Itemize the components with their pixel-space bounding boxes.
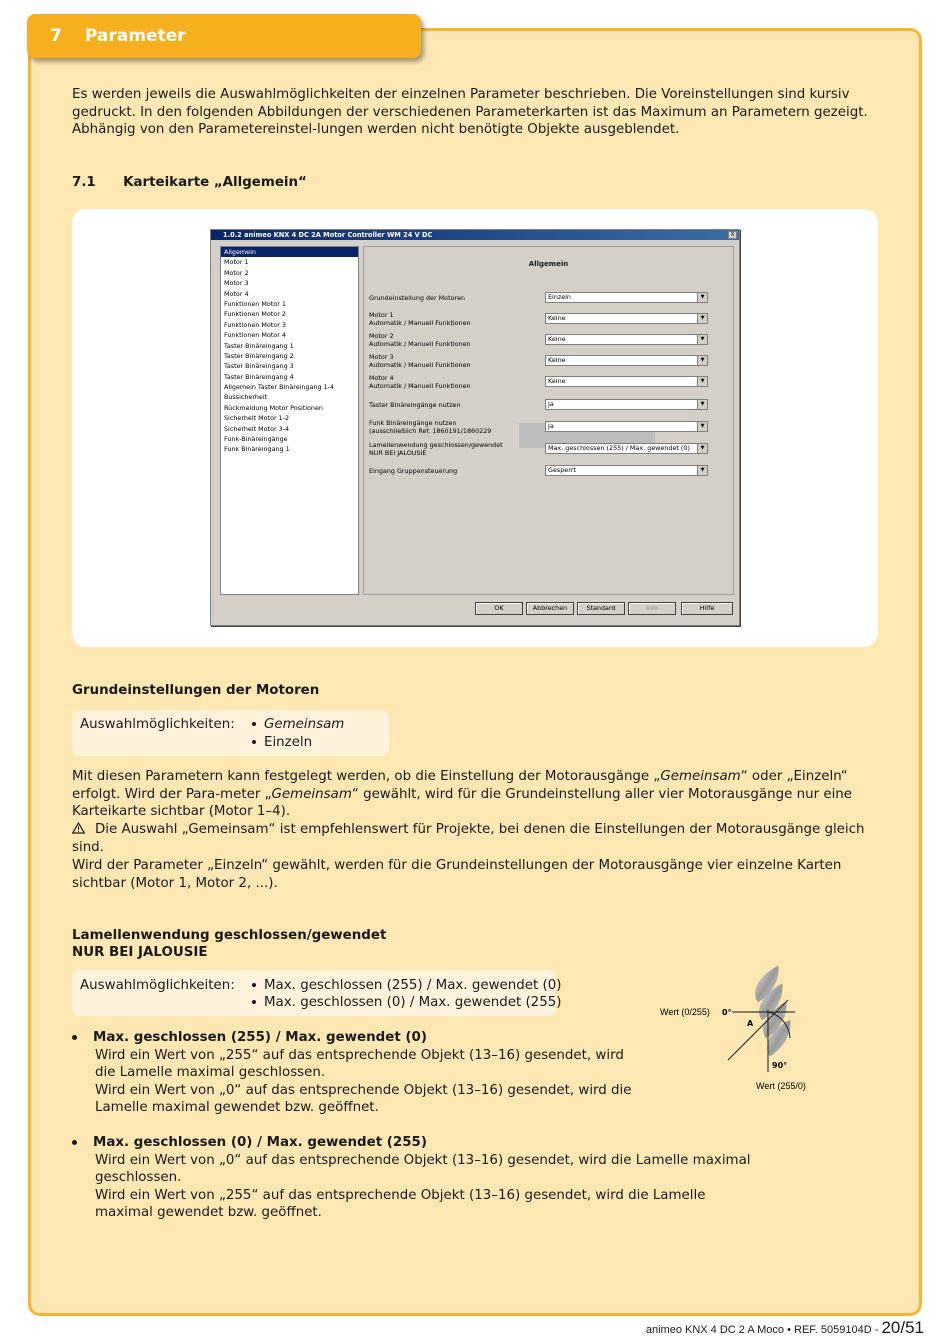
lamella-diagram [650,960,830,1100]
section-number: 7.1 [72,175,96,190]
tree-item[interactable]: Motor 3 [224,279,249,288]
param-label [369,467,457,475]
param-label-line1: Lamellenwendung geschlossen/gewendet [369,441,503,449]
parameter-panel [363,246,734,595]
grund-option-1-text: Gemeinsam [264,717,345,732]
param-label [369,374,471,390]
chevron-down-icon[interactable]: ▼ [697,377,707,386]
cancel-button[interactable]: Abbrechen [526,602,574,615]
param-dropdown[interactable] [545,355,708,366]
param-dropdown-value: Ja [548,422,554,430]
param-label-line1: Eingang Gruppensteuerung [369,467,458,475]
lamelle-b2-line2: Wird ein Wert von „255“ auf das entsprechende Objekt (13–16) gesendet, wird die Lamelle maximal gewendet bzw. geöffnet. [95,1187,706,1220]
param-dropdown[interactable] [545,334,708,345]
grund-para1-c: “ oder „Einzeln“ erfolgt. Wird der Para-meter „ [72,769,848,802]
grund-para1-b: Gemeinsam [660,769,741,784]
dialog-title: 1.0.2 animeo KNX 4 DC 2A Motor Controller WM 24 V DC [211,230,739,240]
lamelle-subheading: NUR BEI JALOUSIE [72,945,208,960]
lamelle-option-1 [252,977,561,995]
chevron-down-icon[interactable]: ▼ [697,335,707,344]
param-label-line1: Motor 2 [369,332,394,340]
chapter-tab [27,14,421,58]
param-label-line1: Motor 4 [369,374,394,382]
grund-paragraph-1 [72,768,880,821]
page-footer [646,1318,924,1338]
tree-item[interactable]: Funktionen Motor 1 [224,299,286,308]
tree-item[interactable]: Taster Binäreingang 4 [224,372,294,381]
tree-item[interactable]: Motor 4 [224,289,249,298]
param-dropdown-value: Keine [548,314,566,322]
grund-para1-a: Mit diesen Parametern kann festgelegt werden, ob die Einstellung der Motorausgänge „ [72,769,661,784]
lamelle-b1-line1: Wird ein Wert von „255“ auf das entsprechende Objekt (13–16) gesendet, wird die Lamelle maximal geschlossen. [95,1047,624,1080]
tree-item[interactable]: Rückmeldung Motor Positionen [224,403,323,412]
section-title: Karteikarte „Allgemein“ [123,175,307,190]
chevron-down-icon[interactable]: ▼ [697,400,707,409]
chevron-down-icon[interactable]: ▼ [697,314,707,323]
value-top-label: Wert (0/255) [660,1007,710,1017]
param-dropdown-value: Keine [548,377,566,385]
chevron-down-icon[interactable]: ▼ [697,466,707,475]
grund-options-label: Auswahlmöglichkeiten: [80,717,235,732]
param-label [369,353,471,369]
info-button[interactable]: Info [628,602,676,615]
tree-item[interactable]: Bussicherheit [224,393,268,402]
param-dropdown-value: Keine [548,335,566,343]
param-label-line2: Automatik / Manuell Funktionen [369,361,471,369]
param-dropdown-value: Einzeln [548,293,571,301]
chevron-down-icon[interactable]: ▼ [697,444,707,453]
lamelle-b1-title-text: Max. geschlossen (255) / Max. gewendet (0) [93,1030,427,1045]
param-label-line2: Automatik / Manuell Funktionen [369,382,471,390]
ok-button[interactable]: OK [475,602,523,615]
tree-item[interactable]: Allgemein [221,247,358,257]
section-heading [72,174,307,192]
param-label-line2: NUR BEI JALOUSIE [369,449,427,457]
parameter-tree[interactable] [220,246,359,595]
help-button[interactable]: Hilfe [681,602,733,615]
grund-option-2 [252,734,312,752]
param-label-line1: Motor 3 [369,353,394,361]
grund-warning [72,821,878,856]
tree-item[interactable]: Funktionen Motor 2 [224,310,286,319]
tree-item[interactable]: Motor 2 [224,268,249,277]
lamelle-option-1-text: Max. geschlossen (255) / Max. gewendet (0) [264,978,562,993]
param-label-line1: Motor 1 [369,311,394,319]
angle-0-label: 0° [722,1008,732,1017]
param-dropdown[interactable] [545,313,708,324]
lamelle-bullet-1 [72,1029,632,1117]
param-label-line2: Automatik / Manuell Funktionen [369,319,471,327]
param-dropdown[interactable] [545,292,708,303]
lamelle-bullet-2 [72,1134,762,1222]
grund-paragraph-2: Wird der Parameter „Einzeln“ gewählt, werden für die Grundeinstellungen der Motorausgänge vier einzelne Karten sichtbar (Motor 1, Motor 2, ...). [72,858,842,891]
slat-icon [755,966,790,1056]
lamelle-b2-title-text: Max. geschlossen (0) / Max. gewendet (255) [93,1135,427,1150]
chapter-title: Parameter [85,26,186,46]
param-label [369,419,491,435]
grund-heading: Grundeinstellungen der Motoren [72,683,320,698]
param-dropdown[interactable] [545,399,708,410]
tree-item[interactable]: Funktionen Motor 4 [224,331,286,340]
tree-item[interactable]: Funktionen Motor 3 [224,320,286,329]
tree-item[interactable]: Sicherheit Motor 3-4 [224,424,290,433]
angle-90-label: 90° [772,1061,788,1070]
footer-doc-ref: animeo KNX 4 DC 2 A Moco • REF. 5059104D - [645,1324,879,1336]
param-label-line1: Taster Binäreingänge nutzen [369,401,461,409]
intro-text: Es werden jeweils die Auswahlmöglichkeiten der einzelnen Parameter beschrieben. Die Voreinstellungen sind kursiv gedruckt. In den folgenden Abbildungen der verschiedenen Parameterkarten ist das Maximum an Parametern gezeigt. Abhängig von den Parametereinstel-lungen werden nicht benötigte Objekte ausgeblendet. [72,87,868,137]
param-label-line1: Grundeinstellung der Motoren [369,294,465,302]
param-dropdown-value: Ja [548,400,554,408]
param-label [369,294,465,302]
tree-item[interactable]: Motor 1 [224,258,249,267]
tree-item[interactable]: Sicherheit Motor 1-2 [224,414,290,423]
grund-warning-text: Die Auswahl „Gemeinsam“ ist empfehlenswert für Projekte, bei denen die Einstellungen der Motorausgänge gleich sind. [72,822,865,855]
value-bottom-label: Wert (255/0) [756,1081,806,1091]
page-number: 20/51 [881,1318,924,1337]
param-label-line2: (ausschließlich Ref. 1860191/1860229 [369,427,492,435]
param-dropdown-value: Keine [548,356,566,364]
chevron-down-icon[interactable]: ▼ [697,422,707,431]
chevron-down-icon[interactable]: ▼ [697,356,707,365]
lamelle-b1-line2: Wird ein Wert von „0“ auf das entsprechende Objekt (13–16) gesendet, wird die Lamelle maximal gewendet bzw. geöffnet. [95,1082,632,1115]
grund-option-1 [252,716,344,734]
panel-title: Allgemein [528,260,569,268]
lamelle-b2-line1: Wird ein Wert von „0“ auf das entsprechende Objekt (13–16) gesendet, wird die Lamelle maximal geschlossen. [95,1152,751,1185]
param-label [369,332,471,348]
grund-option-2-text: Einzeln [264,735,313,750]
tree-item[interactable]: Allgemein Taster Binäreingang 1-4 [224,383,335,392]
param-dropdown-value: Gesperrt [548,466,576,474]
lamelle-b2-title [72,1134,762,1152]
param-dropdown[interactable] [545,443,708,454]
grund-para1-d: Gemeinsam [271,786,352,802]
angle-mark-label: A [747,1019,754,1028]
parameter-dialog [210,229,740,626]
grund-para1-e: “ gewählt, wird für die Grundeinstellung aller vier Motorausgänge nur eine Karteikarte sichtbar (Motor 1–4). [72,786,853,819]
warning-icon [72,822,85,834]
param-label-line1: Funk Binäreingänge nutzen [369,419,457,427]
close-icon[interactable]: X [728,231,737,239]
tree-item[interactable]: Funk Binäreingang 1 [224,445,290,454]
lamelle-option-2 [252,994,561,1012]
param-label-line2: Automatik / Manuell Funktionen [369,340,471,348]
param-dropdown[interactable] [545,465,708,476]
param-dropdown-value: Max. geschlossen (255) / Max. gewendet (0) [548,444,690,452]
chevron-down-icon[interactable]: ▼ [697,293,707,302]
param-label [369,441,503,457]
chapter-number: 7 [50,26,62,46]
param-label [369,401,461,409]
param-dropdown[interactable] [545,376,708,387]
param-label [369,311,471,327]
standard-button[interactable]: Standard [577,602,625,615]
tree-item[interactable]: Taster Binäreingang 1 [224,341,294,350]
lamelle-b1-title [72,1029,632,1047]
lamelle-heading: Lamellenwendung geschlossen/gewendet [72,928,387,943]
tree-item[interactable]: Taster Binäreingang 3 [224,362,294,371]
lamelle-options-label: Auswahlmöglichkeiten: [80,978,235,993]
tree-item[interactable]: Taster Binäreingang 2 [224,351,294,360]
param-dropdown[interactable] [545,421,708,432]
tree-item[interactable]: Funk-Binäreingänge [224,435,288,444]
lamelle-option-2-text: Max. geschlossen (0) / Max. gewendet (255) [264,995,562,1010]
